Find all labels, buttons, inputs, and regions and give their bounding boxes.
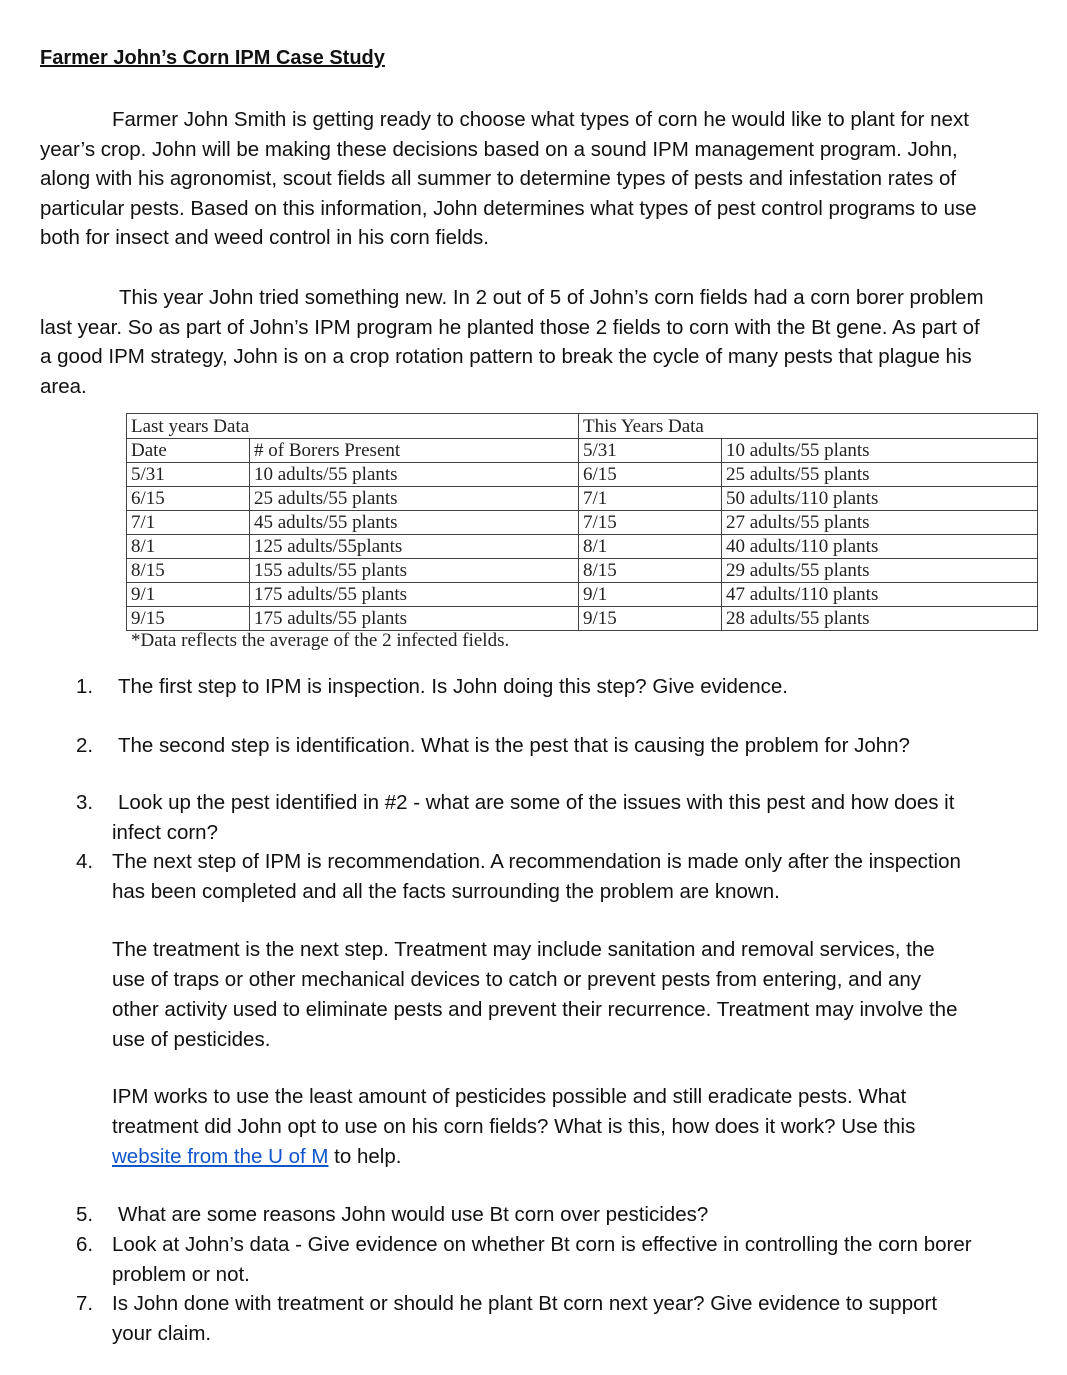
question-text: The next step of IPM is recommendation. A recommendation is made only after the inspection has been completed and all the facts surrounding the problem are known. (112, 850, 961, 903)
this-date-cell: 5/31 (579, 439, 722, 463)
date-column-header: Date (127, 439, 250, 463)
question-number: 1. (76, 675, 94, 698)
table-footnote: *Data reflects the average of the 2 infected fields. (131, 630, 510, 651)
this-value-cell: 10 adults/55 plants (722, 439, 1038, 463)
u-of-m-website-link[interactable]: website from the U of M (112, 1145, 329, 1168)
last-date-cell: 9/15 (127, 607, 250, 631)
question-text: The first step to IPM is inspection. Is John doing this step? Give evidence. (118, 675, 789, 698)
last-value-cell: 10 adults/55 plants (250, 463, 579, 487)
table-row (127, 607, 1038, 631)
this-value-cell: 28 adults/55 plants (722, 607, 1038, 631)
this-value-cell: 25 adults/55 plants (722, 463, 1038, 487)
ipm-text: IPM works to use the least amount of pesticides possible and still eradicate pests. What treatment did John opt to use on his corn fields? What is this, how does it work? Use this (112, 1085, 916, 1138)
intro-text: Farmer John Smith is getting ready to choose what types of corn he would like to plant for next year’s crop. John will be making these decisions based on a sound IPM management program. John, along with his agronomist, scout fields all summer to determine types of pests and infestation rates of particular pests. Based on this information, John determines what types of pest control programs to use both for insect and weed control in his corn fields. (40, 108, 977, 249)
table-row (127, 535, 1038, 559)
question-number: 2. (76, 734, 94, 757)
table-row (127, 583, 1038, 607)
last-date-cell: 6/15 (127, 487, 250, 511)
intro-paragraph (40, 105, 990, 253)
last-value-cell: 175 adults/55 plants (250, 583, 579, 607)
treatment-paragraph: The treatment is the next step. Treatment may include sanitation and removal services, the use of traps or other mechanical devices to catch or prevent pests from entering, and any other activity used to eliminate pests and prevent their recurrence. Treatment may involve the use of pesticides. (112, 938, 958, 1051)
last-date-cell: 9/1 (127, 583, 250, 607)
this-date-cell: 7/1 (579, 487, 722, 511)
last-value-cell: 155 adults/55 plants (250, 559, 579, 583)
bt-text: This year John tried something new. In 2 out of 5 of John’s corn fields had a corn borer problem last year. So as part of John’s IPM program he planted those 2 fields to corn with the Bt gene. As part of a good IPM strategy, John is on a crop rotation pattern to break the cycle of many pests that plague his area. (40, 286, 984, 398)
question-number: 5. (76, 1203, 94, 1226)
question-text: Is John done with treatment or should he plant Bt corn next year? Give evidence to support your claim. (112, 1292, 938, 1345)
last-value-cell: 25 adults/55 plants (250, 487, 579, 511)
question-text: Look up the pest identified in #2 - what are some of the issues with this pest and how does it infect corn? (112, 791, 955, 844)
last-date-cell: 8/1 (127, 535, 250, 559)
last-value-cell: 45 adults/55 plants (250, 511, 579, 535)
table-header-row (127, 414, 1038, 439)
this-value-cell: 47 adults/110 plants (722, 583, 1038, 607)
question-number: 7. (76, 1292, 94, 1315)
question-text: What are some reasons John would use Bt corn over pesticides? (118, 1203, 709, 1226)
this-value-cell: 50 adults/110 plants (722, 487, 1038, 511)
question-number: 6. (76, 1233, 94, 1256)
last-date-cell: 7/1 (127, 511, 250, 535)
question-text: Look at John’s data - Give evidence on whether Bt corn is effective in controlling the corn borer problem or not. (112, 1233, 972, 1286)
this-date-cell: 8/15 (579, 559, 722, 583)
this-date-cell: 9/15 (579, 607, 722, 631)
this-date-cell: 6/15 (579, 463, 722, 487)
last-value-cell: 175 adults/55 plants (250, 607, 579, 631)
this-value-cell: 29 adults/55 plants (722, 559, 1038, 583)
borers-column-header: # of Borers Present (250, 439, 579, 463)
bt-paragraph (40, 283, 990, 401)
ipm-paragraph (112, 1082, 972, 1172)
last-date-cell: 8/15 (127, 559, 250, 583)
ipm-text-end: to help. (328, 1145, 402, 1168)
this-date-cell: 8/1 (579, 535, 722, 559)
borer-data-table (126, 413, 1038, 631)
this-value-cell: 40 adults/110 plants (722, 535, 1038, 559)
table-row (127, 439, 1038, 463)
question-number: 3. (76, 791, 94, 814)
table-row (127, 559, 1038, 583)
this-value-cell: 27 adults/55 plants (722, 511, 1038, 535)
question-text: The second step is identification. What is the pest that is causing the problem for John? (118, 734, 910, 757)
table-row (127, 511, 1038, 535)
last-date-cell: 5/31 (127, 463, 250, 487)
this-date-cell: 7/15 (579, 511, 722, 535)
question-number: 4. (76, 850, 94, 873)
last-years-header: Last years Data (127, 414, 579, 439)
table-row (127, 463, 1038, 487)
last-value-cell: 125 adults/55plants (250, 535, 579, 559)
this-date-cell: 9/1 (579, 583, 722, 607)
page-title: Farmer John’s Corn IPM Case Study (40, 47, 385, 69)
this-years-header: This Years Data (579, 414, 1038, 439)
table-row (127, 487, 1038, 511)
